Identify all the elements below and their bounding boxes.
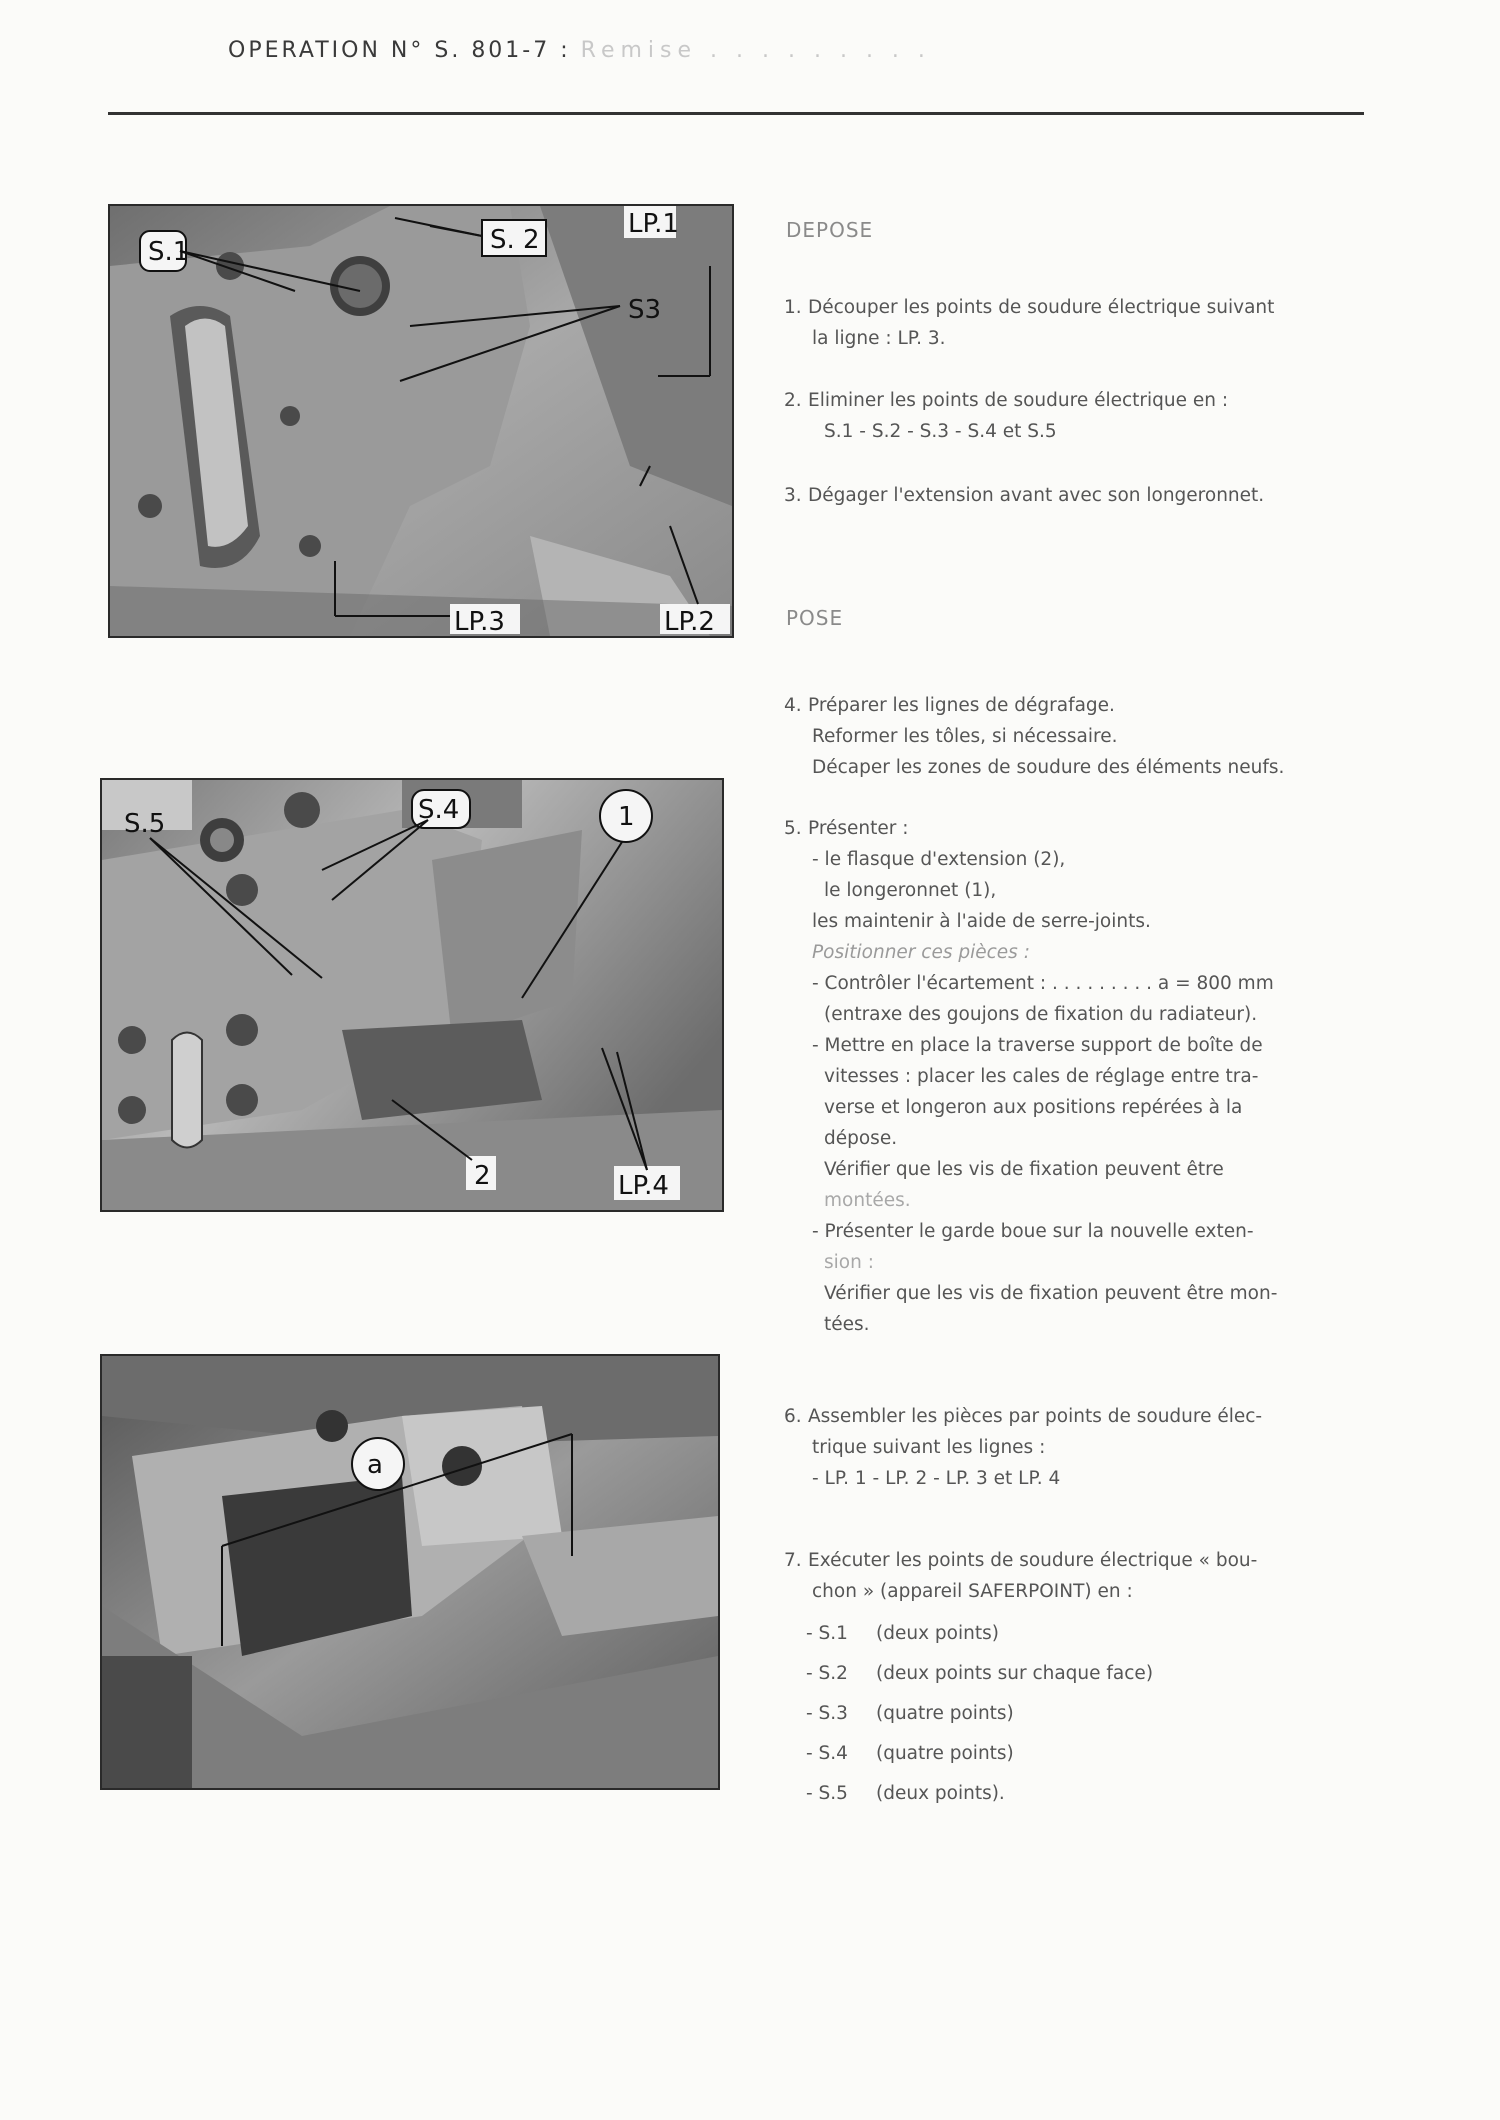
pose-step-5-h: vitesses : placer les cales de réglage entre tra-: [824, 1066, 1259, 1087]
depose-step-3: 3. Dégager l'extension avant avec son longeronnet.: [784, 485, 1265, 506]
spot-weld-list: [806, 1614, 1153, 1814]
pose-step-5-g: - Mettre en place la traverse support de boîte de: [812, 1035, 1263, 1056]
callout-2: 2: [474, 1161, 491, 1191]
pose-step-5-o: Vérifier que les vis de fixation peuvent être mon-: [824, 1283, 1278, 1304]
callout-s4: S.4: [418, 795, 460, 825]
pose-step-4-line-2: Reformer les tôles, si nécessaire.: [812, 726, 1118, 747]
pose-step-4-line-3: Décaper les zones de soudure des éléments neufs.: [812, 757, 1285, 778]
pose-step-5-k: Vérifier que les vis de fixation peuvent être: [824, 1159, 1224, 1180]
pose-step-6-line-3: - LP. 1 - LP. 2 - LP. 3 et LP. 4: [812, 1468, 1061, 1489]
pose-step-7-line-1: Exécuter les points de soudure électrique « bou-: [808, 1550, 1258, 1571]
section-title-depose: DEPOSE: [786, 218, 874, 242]
pose-step-5-m: - Présenter le garde boue sur la nouvelle exten-: [812, 1221, 1254, 1242]
callout-s1: S.1: [148, 237, 190, 267]
depose-step-1-line-2: la ligne : LP. 3.: [812, 328, 946, 349]
callout-lp3: LP.3: [454, 607, 505, 636]
pose-step-5-i: verse et longeron aux positions repérées à la: [824, 1097, 1243, 1118]
pose-step-5-e: - Contrôler l'écartement : . . . . . . . . . a = 800 mm: [812, 973, 1274, 994]
pose-step-7-line-2: chon » (appareil SAFERPOINT) en :: [812, 1581, 1133, 1602]
photo-presenter-illustration: [102, 780, 722, 1210]
depose-step-3-line-1: Dégager l'extension avant avec son longeronnet.: [808, 485, 1265, 506]
spot-weld-item: - S.3 (quatre points): [806, 1703, 1014, 1724]
pose-step-5-j: dépose.: [824, 1128, 898, 1149]
pose-step-5-d: Positionner ces pièces :: [812, 942, 1030, 963]
depose-step-1: 1. Découper les points de soudure électrique suivant la ligne : LP. 3.: [784, 292, 1374, 354]
pose-step-5: 5. Présenter : - le flasque d'extension (2), le longeronnet (1), les maintenir à l'aide de serre-joints. Positionner ces pièces : - Contrôler l'écartement : . . . . . . . . . a = 800 mm (entraxe des goujons de fixation du radiateur). - Mettre en place la traverse support de boîte de vitesses : placer les cales de réglage entre tra- verse et longeron aux positions repérées à la dépose. Vérifier que les vis de fixation peuvent être montées. - Présenter le garde boue sur la nouvelle exten- sion : Vérifier que les vis de fixation peuvent être mon- tées.: [784, 813, 1374, 1340]
depose-step-2-line-2: S.1 - S.2 - S.3 - S.4 et S.5: [824, 421, 1057, 442]
photo-depose: [108, 204, 734, 638]
callout-lp1: LP.1: [628, 209, 679, 239]
page-header: [228, 38, 931, 63]
header-rule: [108, 112, 1364, 115]
operation-title: OPERATION N° S. 801-7 :: [228, 38, 571, 63]
callout-s2: S. 2: [490, 225, 540, 255]
spot-weld-item: - S.4 (quatre points): [806, 1743, 1014, 1764]
callout-1: 1: [618, 802, 635, 832]
pose-step-6-line-2: trique suivant les lignes :: [812, 1437, 1046, 1458]
callout-lp4: LP.4: [618, 1171, 669, 1201]
pose-step-5-n: sion :: [824, 1252, 874, 1273]
pose-step-5-l: montées.: [824, 1190, 911, 1211]
pose-step-6-line-1: Assembler les pièces par points de soudure élec-: [808, 1406, 1263, 1427]
spot-weld-item: - S.2 (deux points sur chaque face): [806, 1663, 1154, 1684]
pose-step-5-p: tées.: [824, 1314, 870, 1335]
pose-step-4: 4. Préparer les lignes de dégrafage. Reformer les tôles, si nécessaire. Décaper les zones de soudure des éléments neufs.: [784, 690, 1374, 783]
pose-step-6: 6. Assembler les pièces par points de soudure élec- trique suivant les lignes : - LP. 1 - LP. 2 - LP. 3 et LP. 4: [784, 1401, 1374, 1494]
depose-step-2-line-1: Eliminer les points de soudure électrique en :: [808, 390, 1229, 411]
spot-weld-item: - S.5 (deux points).: [806, 1783, 1005, 1804]
pose-step-5-a: - le flasque d'extension (2),: [812, 849, 1066, 870]
pose-step-5-b: le longeronnet (1),: [824, 880, 997, 901]
callout-lp2: LP.2: [664, 607, 715, 636]
pose-step-5-f: (entraxe des goujons de fixation du radiateur).: [824, 1004, 1258, 1025]
depose-step-2: 2. Eliminer les points de soudure électrique en : S.1 - S.2 - S.3 - S.4 et S.5: [784, 385, 1374, 447]
spot-weld-item: - S.1 (deux points): [806, 1623, 999, 1644]
photo-assemble: [100, 1354, 720, 1790]
depose-step-1-line-1: Découper les points de soudure électrique suivant: [808, 297, 1275, 318]
callout-s5: S.5: [124, 809, 166, 839]
callout-a: a: [367, 1450, 383, 1480]
photo-assemble-illustration: [102, 1356, 718, 1788]
operation-title-faint: Remise . . . . . . . . .: [580, 38, 931, 63]
pose-step-7: 7. Exécuter les points de soudure électrique « bou- chon » (appareil SAFERPOINT) en :: [784, 1545, 1374, 1607]
callout-s3: S3: [628, 295, 662, 325]
pose-step-5-title: Présenter :: [808, 818, 909, 839]
photo-depose-illustration: [110, 206, 732, 636]
photo-presenter: [100, 778, 724, 1212]
pose-step-4-line-1: Préparer les lignes de dégrafage.: [808, 695, 1115, 716]
pose-step-5-c: les maintenir à l'aide de serre-joints.: [812, 911, 1151, 932]
section-title-pose: POSE: [786, 606, 844, 630]
